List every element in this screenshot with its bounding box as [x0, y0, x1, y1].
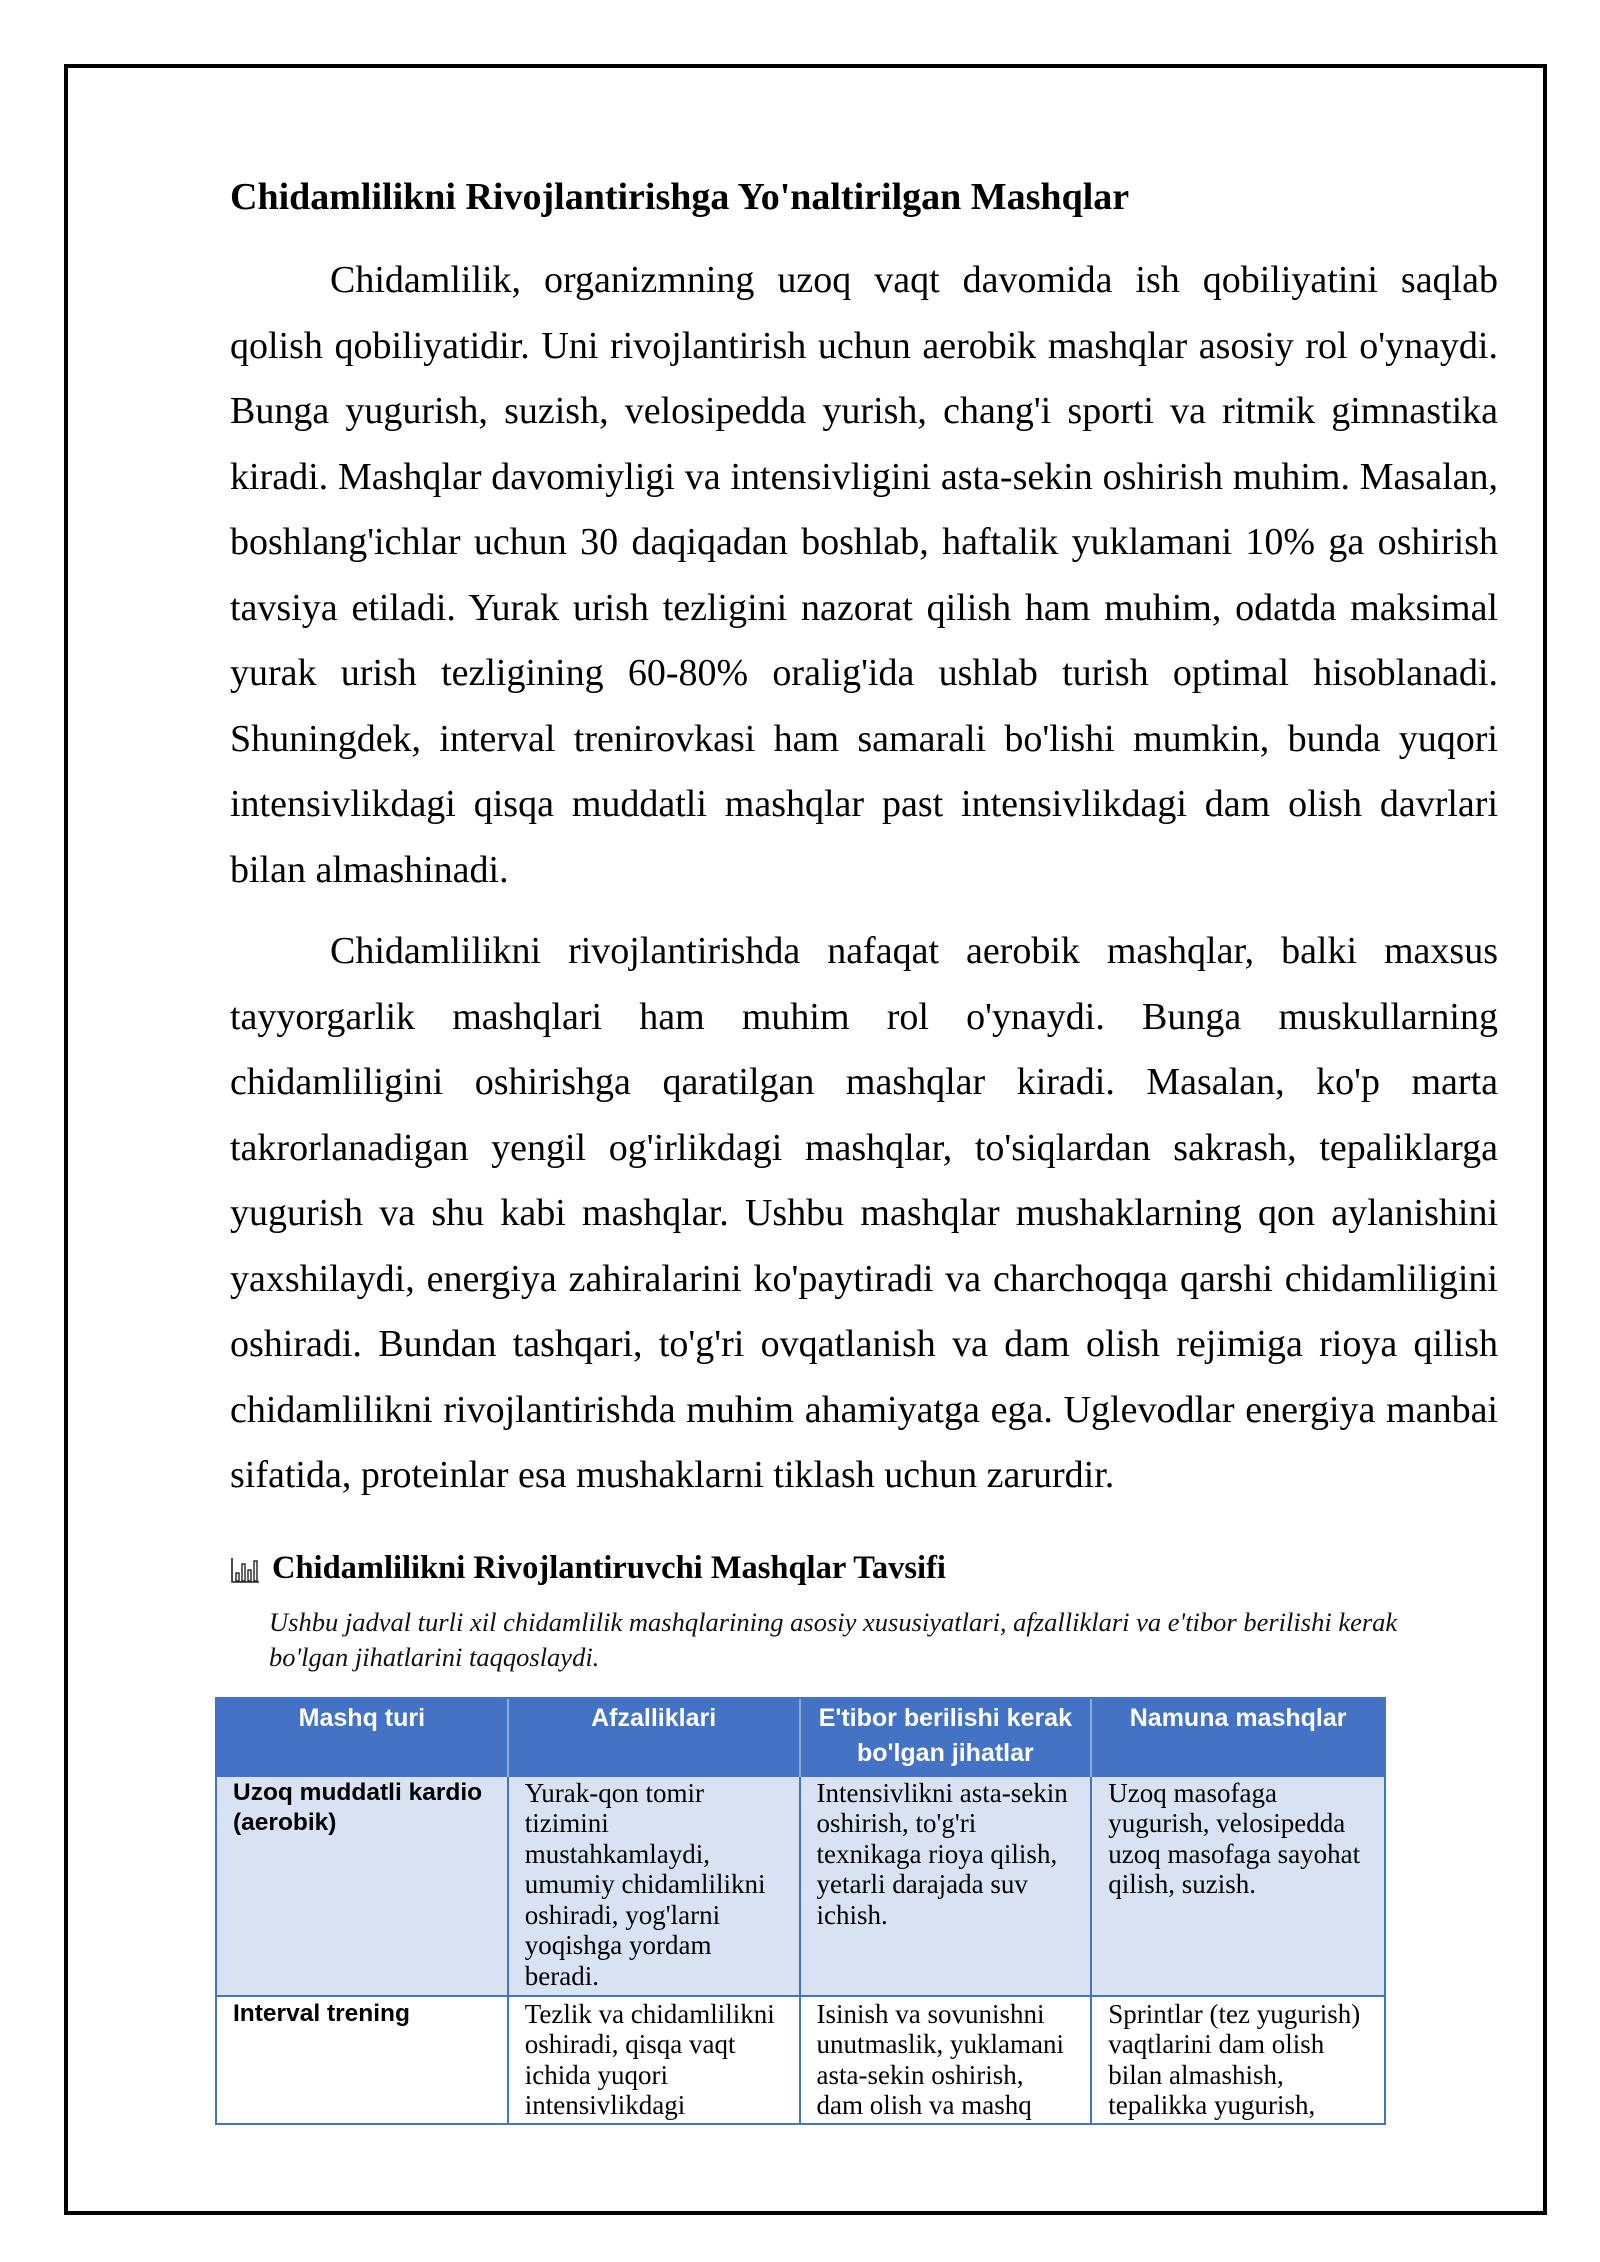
- cell-examples: [1092, 1777, 1384, 1995]
- body-paragraph: Chidamlilikni rivojlantirishda nafaqat aerobik mashqlar, balki maxsus tayyorgarlik mashqlari ham muhim rol o'ynaydi. Bunga muskullarning chidamliligini oshirishga qaratilgan mashqlar kiradi. Masalan, ko'p marta takrorlanadigan yengil og'irlikdagi mashqlar, to'siqlardan sakrash, tepaliklarga yugurish va shu kabi mashqlar. Ushbu mashqlar mushaklarning qon aylanishini yaxshilaydi, energiya zahiralarini ko'paytiradi va charchoqqa qarshi chidamliligini oshiradi. Bundan tashqari, to'g'ri ovqatlanish va dam olish rejimiga rioya qilish chidamlilikni rivojlantirishda muhim ahamiyatga ega. Uglevodlar energiya manbai sifatida, proteinlar esa mushaklarni tiklash uchun zarurdir.: [230, 930, 1498, 1496]
- body-paragraph: Chidamlilik, organizmning uzoq vaqt davomida ish qobiliyatini saqlab qolish qobiliyatidir. Uni rivojlantirish uchun aerobik mashqlar asosiy rol o'ynaydi. Bunga yugurish, suzish, velosipedda yurish, chang'i sporti va ritmik gimnastika kiradi. Mashqlar davomiyligi va intensivligini asta-sekin oshirish muhim. Masalan, boshlang'ichlar uchun 30 daqiqadan boshlab, haftalik yuklamani 10% ga oshirish tavsiya etiladi. Yurak urish tezligini nazorat qilish ham muhim, odatda maksimal yurak urish tezligining 60-80% oralig'ida ushlab turish optimal hisoblanadi. Shuningdek, interval trenirovkasi ham samarali bo'lishi mumkin, bunda yuqori intensivlikdagi qisqa muddatli mashqlar past intensivlikdagi dam olish davrlari bilan almashinadi.: [230, 259, 1498, 891]
- cell-exercise-type: [217, 1777, 509, 1995]
- column-header: [509, 1699, 801, 1777]
- column-header: [217, 1699, 509, 1777]
- document-body: [230, 165, 1498, 2125]
- exercise-type-text: Interval trening: [233, 1999, 410, 2027]
- column-header-label: Afzalliklari: [591, 1703, 717, 1732]
- table-title-text: Chidamlilikni Rivojlantiruvchi Mashqlar Tavsifi: [272, 1549, 946, 1586]
- column-header-label: Namuna mashqlar: [1129, 1703, 1347, 1732]
- cell-benefits: [509, 1777, 801, 1995]
- examples-text: Uzoq masofaga yugurish, velosipedda uzoq masofaga sayohat qilish, suzish.: [1108, 1777, 1361, 1899]
- table-title: [230, 1548, 1498, 1588]
- table-header-row: [217, 1699, 1384, 1777]
- table-caption: Ushbu jadval turli xil chidamlilik mashqlarining asosiy xususiyatlari, afzalliklari va e'tibor berilishi kerak bo'lgan jihatlarini taqqoslaydi.: [269, 1607, 1398, 1672]
- cell-exercise-type: [217, 1997, 509, 2123]
- bar-chart-icon: [230, 1554, 260, 1582]
- column-header: [801, 1699, 1093, 1777]
- exercise-table: [215, 1697, 1386, 2125]
- cell-benefits: [509, 1997, 801, 2123]
- examples-text: Sprintlar (tez yugurish) vaqtlarini dam olish bilan almashish, tepalikka yugurish,: [1108, 1998, 1361, 2120]
- cell-considerations: [801, 1997, 1093, 2123]
- considerations-text: Isinish va sovunishni unutmaslik, yuklamani asta-sekin oshirish, dam olish va mashq: [816, 1998, 1064, 2120]
- table-row: [217, 1777, 1384, 1997]
- document-heading: Chidamlilikni Rivojlantirishga Yo'naltirilgan Mashqlar: [230, 176, 1130, 218]
- exercise-type-text: Uzoq muddatli kardio (aerobik): [233, 1778, 483, 1836]
- cell-examples: [1092, 1997, 1384, 2123]
- column-header-label: Mashq turi: [298, 1703, 426, 1732]
- column-header-label: E'tibor berilishi kerak bo'lgan jihatlar: [818, 1703, 1072, 1767]
- table-row: [217, 1997, 1384, 2123]
- considerations-text: Intensivlikni asta-sekin oshirish, to'g'ri texnikaga rioya qilish, yetarli darajada suv ichish.: [816, 1777, 1068, 1930]
- cell-considerations: [801, 1777, 1093, 1995]
- benefits-text: Tezlik va chidamlilikni oshiradi, qisqa vaqt ichida yuqori intensivlikdagi: [524, 1998, 775, 2120]
- benefits-text: Yurak-qon tomir tizimini mustahkamlaydi, umumiy chidamlilikni oshiradi, yog'larni yoqishga yordam beradi.: [524, 1777, 766, 1991]
- column-header: [1092, 1699, 1384, 1777]
